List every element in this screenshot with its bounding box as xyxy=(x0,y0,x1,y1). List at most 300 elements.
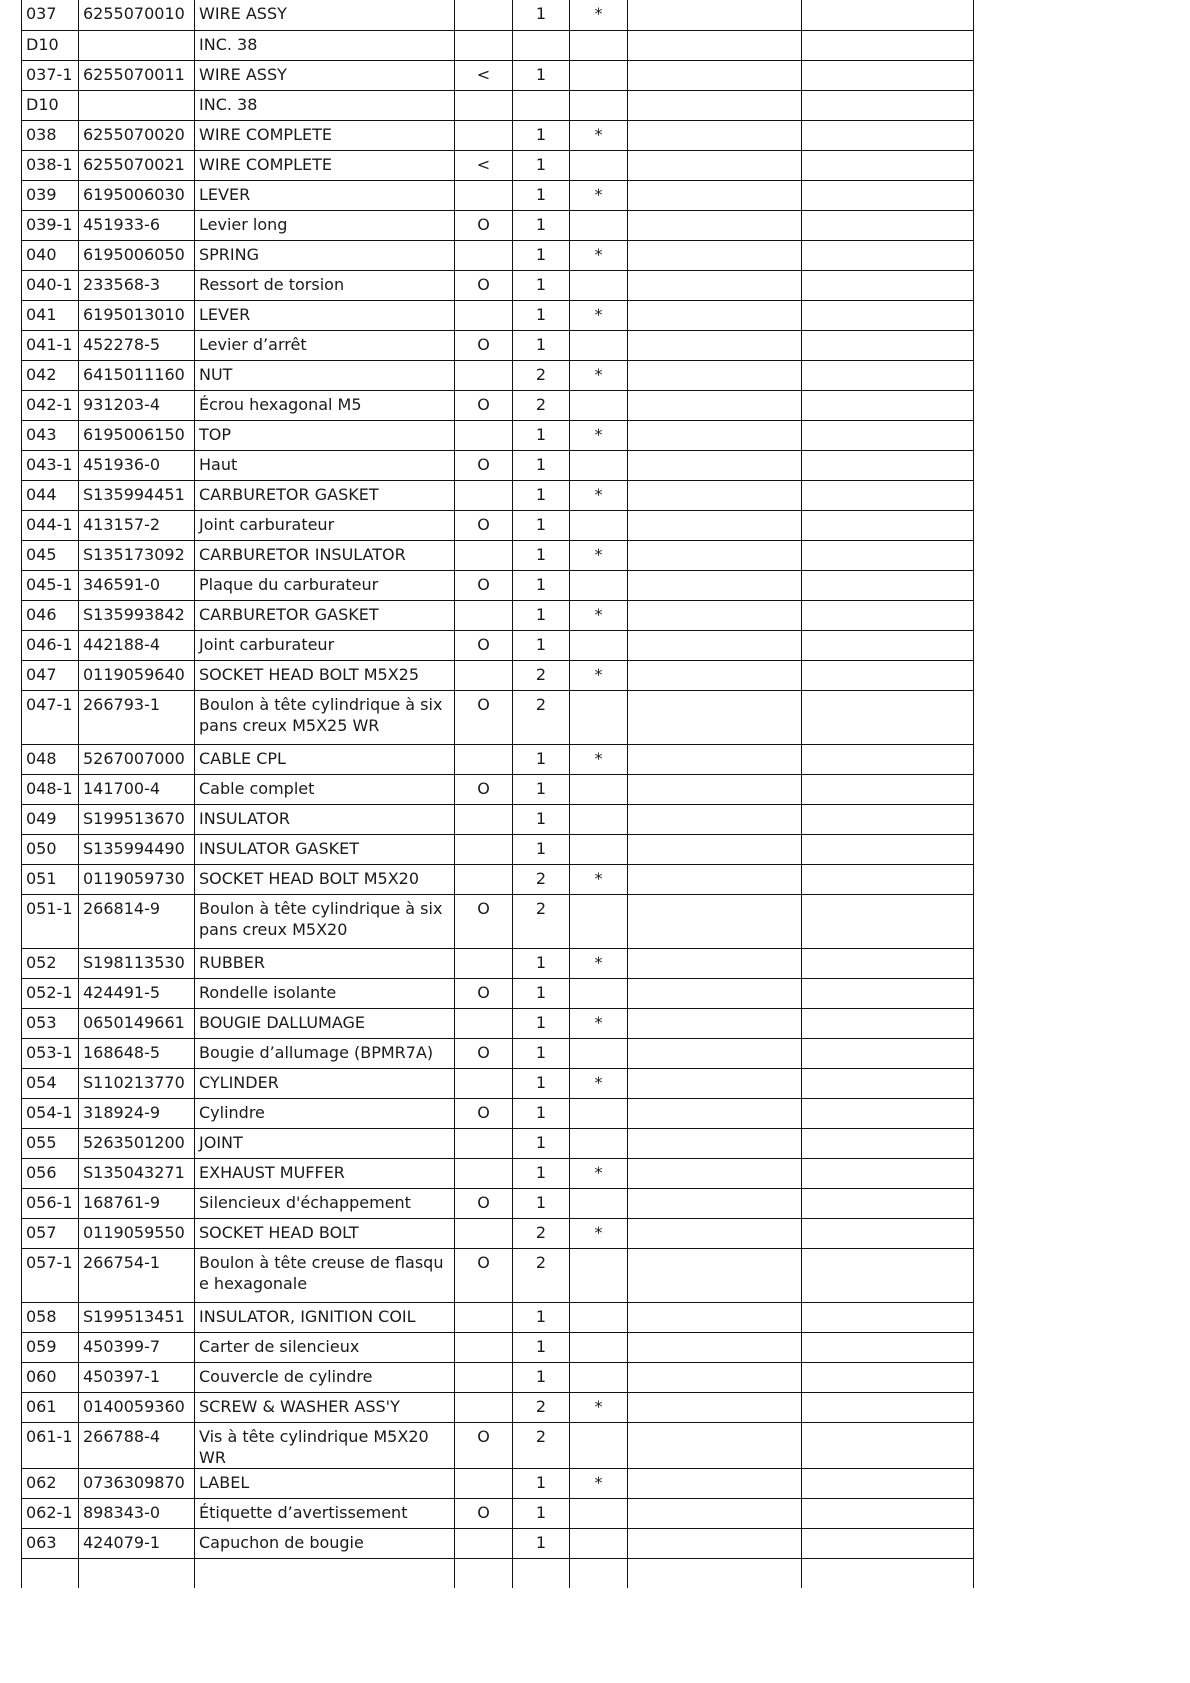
quantity-cell: 1 xyxy=(513,480,570,510)
extra-cell-1 xyxy=(628,120,802,150)
ref-number-cell: 057-1 xyxy=(22,1248,79,1302)
star-mark-cell xyxy=(570,1332,628,1362)
table-row xyxy=(22,450,974,480)
table-row xyxy=(22,1068,974,1098)
extra-cell-2 xyxy=(802,1248,974,1302)
extra-cell-1 xyxy=(628,330,802,360)
ref-number-cell: 048 xyxy=(22,744,79,774)
description-cell: CARBURETOR GASKET xyxy=(195,600,455,630)
description-cell: Couvercle de cylindre xyxy=(195,1362,455,1392)
quantity-cell: 1 xyxy=(513,210,570,240)
table-row xyxy=(22,360,974,390)
extra-cell-2 xyxy=(802,1468,974,1498)
extra-cell-1 xyxy=(628,1218,802,1248)
quantity-cell: 1 xyxy=(513,1128,570,1158)
note-cell xyxy=(455,1068,513,1098)
extra-cell-1 xyxy=(628,1038,802,1068)
ref-number-cell: 042 xyxy=(22,360,79,390)
description-cell xyxy=(195,1558,455,1588)
star-mark-cell: * xyxy=(570,0,628,30)
part-number-cell: S135994490 xyxy=(79,834,195,864)
star-mark-cell xyxy=(570,390,628,420)
star-mark-cell xyxy=(570,1558,628,1588)
ref-number-cell: 046 xyxy=(22,600,79,630)
ref-number-cell: 052-1 xyxy=(22,978,79,1008)
quantity-cell: 1 xyxy=(513,540,570,570)
ref-number-cell: 062 xyxy=(22,1468,79,1498)
note-cell: O xyxy=(455,894,513,948)
quantity-cell: 1 xyxy=(513,1332,570,1362)
ref-number-cell: 044-1 xyxy=(22,510,79,540)
quantity-cell: 2 xyxy=(513,864,570,894)
note-cell: O xyxy=(455,1498,513,1528)
extra-cell-2 xyxy=(802,180,974,210)
quantity-cell: 1 xyxy=(513,330,570,360)
parts-table-body xyxy=(22,0,974,1588)
table-row xyxy=(22,480,974,510)
part-number-cell: 318924-9 xyxy=(79,1098,195,1128)
extra-cell-1 xyxy=(628,180,802,210)
note-cell xyxy=(455,1468,513,1498)
star-mark-cell xyxy=(570,804,628,834)
description-cell: INSULATOR xyxy=(195,804,455,834)
star-mark-cell: * xyxy=(570,1008,628,1038)
description-cell: Vis à tête cylindrique M5X20 WR xyxy=(195,1422,455,1468)
ref-number-cell: 045 xyxy=(22,540,79,570)
note-cell: < xyxy=(455,150,513,180)
star-mark-cell xyxy=(570,1362,628,1392)
extra-cell-2 xyxy=(802,864,974,894)
note-cell: O xyxy=(455,450,513,480)
ref-number-cell: 050 xyxy=(22,834,79,864)
part-number-cell: 168648-5 xyxy=(79,1038,195,1068)
star-mark-cell xyxy=(570,894,628,948)
table-row xyxy=(22,390,974,420)
extra-cell-2 xyxy=(802,1332,974,1362)
extra-cell-1 xyxy=(628,60,802,90)
extra-cell-2 xyxy=(802,1188,974,1218)
ref-number-cell: 039 xyxy=(22,180,79,210)
part-number-cell: 6255070020 xyxy=(79,120,195,150)
quantity-cell: 1 xyxy=(513,1498,570,1528)
quantity-cell: 1 xyxy=(513,0,570,30)
quantity-cell: 2 xyxy=(513,1422,570,1468)
part-number-cell: 266814-9 xyxy=(79,894,195,948)
extra-cell-1 xyxy=(628,630,802,660)
note-cell: O xyxy=(455,1248,513,1302)
part-number-cell: 266793-1 xyxy=(79,690,195,744)
table-row xyxy=(22,1158,974,1188)
description-cell: CABLE CPL xyxy=(195,744,455,774)
part-number-cell: 0140059360 xyxy=(79,1392,195,1422)
ref-number-cell: 043 xyxy=(22,420,79,450)
table-row xyxy=(22,330,974,360)
part-number-cell: 413157-2 xyxy=(79,510,195,540)
star-mark-cell xyxy=(570,1422,628,1468)
description-cell: CARBURETOR INSULATOR xyxy=(195,540,455,570)
extra-cell-2 xyxy=(802,90,974,120)
quantity-cell: 1 xyxy=(513,270,570,300)
description-cell: Joint carburateur xyxy=(195,630,455,660)
description-cell: Capuchon de bougie xyxy=(195,1528,455,1558)
part-number-cell: 898343-0 xyxy=(79,1498,195,1528)
part-number-cell: 6195006050 xyxy=(79,240,195,270)
note-cell xyxy=(455,1128,513,1158)
ref-number-cell: 041-1 xyxy=(22,330,79,360)
table-row xyxy=(22,210,974,240)
extra-cell-2 xyxy=(802,1038,974,1068)
extra-cell-1 xyxy=(628,804,802,834)
quantity-cell: 1 xyxy=(513,630,570,660)
part-number-cell: 6255070010 xyxy=(79,0,195,30)
quantity-cell: 1 xyxy=(513,1302,570,1332)
table-row xyxy=(22,270,974,300)
extra-cell-2 xyxy=(802,948,974,978)
extra-cell-1 xyxy=(628,1158,802,1188)
note-cell xyxy=(455,90,513,120)
table-row xyxy=(22,1558,974,1588)
extra-cell-2 xyxy=(802,510,974,540)
part-number-cell: 168761-9 xyxy=(79,1188,195,1218)
quantity-cell: 1 xyxy=(513,1068,570,1098)
table-row xyxy=(22,150,974,180)
extra-cell-2 xyxy=(802,894,974,948)
star-mark-cell xyxy=(570,1188,628,1218)
star-mark-cell xyxy=(570,510,628,540)
extra-cell-2 xyxy=(802,834,974,864)
extra-cell-1 xyxy=(628,1128,802,1158)
table-row xyxy=(22,1302,974,1332)
star-mark-cell xyxy=(570,270,628,300)
star-mark-cell: * xyxy=(570,1392,628,1422)
extra-cell-2 xyxy=(802,1098,974,1128)
ref-number-cell: 056 xyxy=(22,1158,79,1188)
extra-cell-1 xyxy=(628,864,802,894)
note-cell: O xyxy=(455,210,513,240)
ref-number-cell: 052 xyxy=(22,948,79,978)
note-cell xyxy=(455,948,513,978)
extra-cell-1 xyxy=(628,834,802,864)
table-row xyxy=(22,834,974,864)
part-number-cell: 0119059640 xyxy=(79,660,195,690)
description-cell: Cylindre xyxy=(195,1098,455,1128)
extra-cell-2 xyxy=(802,1392,974,1422)
ref-number-cell: 053-1 xyxy=(22,1038,79,1068)
part-number-cell: 424491-5 xyxy=(79,978,195,1008)
description-cell: WIRE COMPLETE xyxy=(195,120,455,150)
quantity-cell: 2 xyxy=(513,390,570,420)
quantity-cell xyxy=(513,90,570,120)
star-mark-cell: * xyxy=(570,660,628,690)
quantity-cell: 1 xyxy=(513,1098,570,1128)
note-cell xyxy=(455,600,513,630)
quantity-cell xyxy=(513,30,570,60)
extra-cell-2 xyxy=(802,0,974,30)
part-number-cell: 452278-5 xyxy=(79,330,195,360)
star-mark-cell: * xyxy=(570,864,628,894)
part-number-cell xyxy=(79,30,195,60)
description-cell: TOP xyxy=(195,420,455,450)
extra-cell-1 xyxy=(628,540,802,570)
note-cell xyxy=(455,660,513,690)
quantity-cell: 1 xyxy=(513,450,570,480)
note-cell xyxy=(455,804,513,834)
part-number-cell: 6255070011 xyxy=(79,60,195,90)
quantity-cell: 1 xyxy=(513,240,570,270)
extra-cell-1 xyxy=(628,0,802,30)
extra-cell-2 xyxy=(802,300,974,330)
extra-cell-1 xyxy=(628,600,802,630)
ref-number-cell: D10 xyxy=(22,30,79,60)
table-row xyxy=(22,1038,974,1068)
extra-cell-2 xyxy=(802,150,974,180)
star-mark-cell xyxy=(570,834,628,864)
table-row xyxy=(22,0,974,30)
star-mark-cell: * xyxy=(570,1468,628,1498)
extra-cell-2 xyxy=(802,1558,974,1588)
description-cell: Plaque du carburateur xyxy=(195,570,455,600)
note-cell xyxy=(455,864,513,894)
part-number-cell: 5267007000 xyxy=(79,744,195,774)
quantity-cell: 2 xyxy=(513,360,570,390)
extra-cell-1 xyxy=(628,360,802,390)
note-cell: O xyxy=(455,1188,513,1218)
ref-number-cell: 061 xyxy=(22,1392,79,1422)
table-row xyxy=(22,1392,974,1422)
star-mark-cell xyxy=(570,60,628,90)
ref-number-cell xyxy=(22,1558,79,1588)
note-cell xyxy=(455,744,513,774)
star-mark-cell: * xyxy=(570,600,628,630)
ref-number-cell: 044 xyxy=(22,480,79,510)
quantity-cell: 1 xyxy=(513,1528,570,1558)
ref-number-cell: 041 xyxy=(22,300,79,330)
ref-number-cell: 061-1 xyxy=(22,1422,79,1468)
part-number-cell: S135043271 xyxy=(79,1158,195,1188)
extra-cell-2 xyxy=(802,120,974,150)
table-row xyxy=(22,1248,974,1302)
star-mark-cell xyxy=(570,630,628,660)
part-number-cell: 451936-0 xyxy=(79,450,195,480)
extra-cell-1 xyxy=(628,300,802,330)
extra-cell-2 xyxy=(802,690,974,744)
part-number-cell: 5263501200 xyxy=(79,1128,195,1158)
description-cell: EXHAUST MUFFER xyxy=(195,1158,455,1188)
quantity-cell: 2 xyxy=(513,894,570,948)
extra-cell-1 xyxy=(628,1188,802,1218)
description-cell: Bougie d’allumage (BPMR7A) xyxy=(195,1038,455,1068)
part-number-cell: 6195006030 xyxy=(79,180,195,210)
extra-cell-1 xyxy=(628,894,802,948)
extra-cell-2 xyxy=(802,1362,974,1392)
star-mark-cell xyxy=(570,1302,628,1332)
extra-cell-1 xyxy=(628,1558,802,1588)
quantity-cell: 1 xyxy=(513,180,570,210)
ref-number-cell: 048-1 xyxy=(22,774,79,804)
quantity-cell: 1 xyxy=(513,978,570,1008)
star-mark-cell: * xyxy=(570,240,628,270)
ref-number-cell: 055 xyxy=(22,1128,79,1158)
table-row xyxy=(22,180,974,210)
extra-cell-1 xyxy=(628,1362,802,1392)
part-number-cell: S135994451 xyxy=(79,480,195,510)
note-cell xyxy=(455,0,513,30)
table-row xyxy=(22,510,974,540)
note-cell: O xyxy=(455,690,513,744)
note-cell xyxy=(455,834,513,864)
note-cell xyxy=(455,1362,513,1392)
quantity-cell: 1 xyxy=(513,420,570,450)
extra-cell-1 xyxy=(628,150,802,180)
extra-cell-1 xyxy=(628,30,802,60)
quantity-cell: 2 xyxy=(513,1218,570,1248)
star-mark-cell xyxy=(570,90,628,120)
table-row xyxy=(22,1218,974,1248)
description-cell: WIRE ASSY xyxy=(195,0,455,30)
quantity-cell: 1 xyxy=(513,1362,570,1392)
part-number-cell: S198113530 xyxy=(79,948,195,978)
quantity-cell: 1 xyxy=(513,1188,570,1218)
extra-cell-2 xyxy=(802,210,974,240)
description-cell: CYLINDER xyxy=(195,1068,455,1098)
description-cell: BOUGIE DALLUMAGE xyxy=(195,1008,455,1038)
quantity-cell: 1 xyxy=(513,948,570,978)
table-row xyxy=(22,744,974,774)
table-row xyxy=(22,1528,974,1558)
quantity-cell: 1 xyxy=(513,510,570,540)
extra-cell-2 xyxy=(802,804,974,834)
ref-number-cell: 054-1 xyxy=(22,1098,79,1128)
ref-number-cell: 039-1 xyxy=(22,210,79,240)
extra-cell-1 xyxy=(628,270,802,300)
description-cell: INC. 38 xyxy=(195,30,455,60)
quantity-cell: 2 xyxy=(513,1392,570,1422)
quantity-cell: 2 xyxy=(513,690,570,744)
extra-cell-2 xyxy=(802,774,974,804)
quantity-cell: 1 xyxy=(513,1158,570,1188)
star-mark-cell: * xyxy=(570,420,628,450)
quantity-cell: 1 xyxy=(513,570,570,600)
extra-cell-1 xyxy=(628,420,802,450)
extra-cell-2 xyxy=(802,1218,974,1248)
quantity-cell: 1 xyxy=(513,300,570,330)
extra-cell-1 xyxy=(628,978,802,1008)
star-mark-cell xyxy=(570,1098,628,1128)
extra-cell-2 xyxy=(802,30,974,60)
extra-cell-2 xyxy=(802,600,974,630)
quantity-cell: 1 xyxy=(513,1038,570,1068)
table-row xyxy=(22,1498,974,1528)
star-mark-cell xyxy=(570,330,628,360)
part-number-cell: S110213770 xyxy=(79,1068,195,1098)
note-cell: O xyxy=(455,330,513,360)
note-cell: O xyxy=(455,630,513,660)
extra-cell-2 xyxy=(802,390,974,420)
description-cell: CARBURETOR GASKET xyxy=(195,480,455,510)
description-cell: INSULATOR, IGNITION COIL xyxy=(195,1302,455,1332)
extra-cell-2 xyxy=(802,1528,974,1558)
note-cell xyxy=(455,1528,513,1558)
description-cell: SPRING xyxy=(195,240,455,270)
part-number-cell: S135993842 xyxy=(79,600,195,630)
description-cell: NUT xyxy=(195,360,455,390)
part-number-cell: S135173092 xyxy=(79,540,195,570)
table-row xyxy=(22,1128,974,1158)
extra-cell-1 xyxy=(628,690,802,744)
extra-cell-1 xyxy=(628,1422,802,1468)
note-cell xyxy=(455,300,513,330)
note-cell xyxy=(455,1558,513,1588)
extra-cell-2 xyxy=(802,630,974,660)
part-number-cell: 346591-0 xyxy=(79,570,195,600)
extra-cell-2 xyxy=(802,240,974,270)
part-number-cell: S199513670 xyxy=(79,804,195,834)
part-number-cell: 141700-4 xyxy=(79,774,195,804)
star-mark-cell: * xyxy=(570,744,628,774)
description-cell: WIRE COMPLETE xyxy=(195,150,455,180)
table-row xyxy=(22,660,974,690)
note-cell xyxy=(455,180,513,210)
part-number-cell: 451933-6 xyxy=(79,210,195,240)
table-row xyxy=(22,630,974,660)
part-number-cell: 0119059730 xyxy=(79,864,195,894)
description-cell: SOCKET HEAD BOLT M5X20 xyxy=(195,864,455,894)
star-mark-cell: * xyxy=(570,540,628,570)
star-mark-cell xyxy=(570,1498,628,1528)
extra-cell-2 xyxy=(802,1498,974,1528)
ref-number-cell: 056-1 xyxy=(22,1188,79,1218)
ref-number-cell: 051 xyxy=(22,864,79,894)
ref-number-cell: 053 xyxy=(22,1008,79,1038)
extra-cell-2 xyxy=(802,60,974,90)
extra-cell-1 xyxy=(628,1248,802,1302)
quantity-cell xyxy=(513,1558,570,1588)
ref-number-cell: 058 xyxy=(22,1302,79,1332)
description-cell: Étiquette d’avertissement xyxy=(195,1498,455,1528)
quantity-cell: 1 xyxy=(513,600,570,630)
extra-cell-2 xyxy=(802,744,974,774)
extra-cell-1 xyxy=(628,744,802,774)
note-cell xyxy=(455,1302,513,1332)
part-number-cell: S199513451 xyxy=(79,1302,195,1332)
description-cell: Levier long xyxy=(195,210,455,240)
star-mark-cell xyxy=(570,210,628,240)
description-cell: SOCKET HEAD BOLT xyxy=(195,1218,455,1248)
ref-number-cell: 037-1 xyxy=(22,60,79,90)
extra-cell-1 xyxy=(628,660,802,690)
description-cell: Écrou hexagonal M5 xyxy=(195,390,455,420)
star-mark-cell: * xyxy=(570,1068,628,1098)
extra-cell-2 xyxy=(802,1128,974,1158)
ref-number-cell: 047 xyxy=(22,660,79,690)
table-row xyxy=(22,240,974,270)
star-mark-cell xyxy=(570,450,628,480)
quantity-cell: 1 xyxy=(513,834,570,864)
table-row xyxy=(22,690,974,744)
ref-number-cell: 043-1 xyxy=(22,450,79,480)
parts-table xyxy=(21,0,974,1588)
note-cell xyxy=(455,1008,513,1038)
description-cell: SCREW & WASHER ASS'Y xyxy=(195,1392,455,1422)
extra-cell-1 xyxy=(628,510,802,540)
ref-number-cell: 042-1 xyxy=(22,390,79,420)
extra-cell-1 xyxy=(628,450,802,480)
quantity-cell: 1 xyxy=(513,150,570,180)
extra-cell-1 xyxy=(628,1498,802,1528)
extra-cell-2 xyxy=(802,330,974,360)
table-row xyxy=(22,420,974,450)
star-mark-cell xyxy=(570,30,628,60)
